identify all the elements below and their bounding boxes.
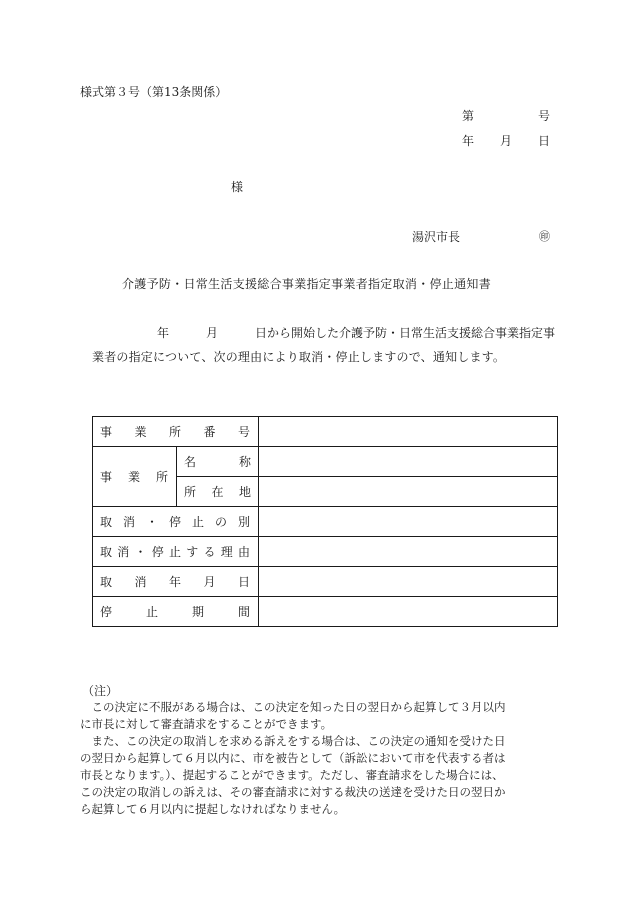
note-line: の翌日から起算して６月以内に、市を被告として（訴訟において市を代表する者は <box>80 751 506 765</box>
body-date-year: 年 <box>157 326 170 340</box>
body-line-1 <box>157 325 555 341</box>
row-label-office-address: 所 在 地 <box>177 477 259 507</box>
notes-heading: （注） <box>82 684 119 698</box>
table-row <box>93 537 558 567</box>
table-row <box>93 597 558 627</box>
row-label-reason: 取 消 ・ 停 止 す る 理 由 <box>93 537 259 567</box>
row-label-suspension-period: 停 止 期 間 <box>93 597 259 627</box>
seal-mark: ㊞ <box>539 230 550 243</box>
addressee-honorific: 様 <box>231 180 244 194</box>
note-line: ら起算して６月以内に提起しなければなりません。 <box>80 802 346 816</box>
office-name-value[interactable] <box>259 447 558 477</box>
issue-date-year: 年 <box>462 134 475 148</box>
row-label-office: 事 業 所 <box>93 447 177 507</box>
document-title: 介護予防・日常生活支援総合事業指定事業者指定取消・停止通知書 <box>122 277 492 291</box>
issuer-line <box>412 229 550 245</box>
issue-number-suffix: 号 <box>537 109 550 123</box>
issue-number-prefix: 第 <box>462 109 475 123</box>
form-number: 様式第３号（第13条関係） <box>80 85 228 99</box>
cancel-or-suspend-value[interactable] <box>259 507 558 537</box>
note-line: に市長に対して審査請求をすることができます。 <box>80 717 333 731</box>
reason-value[interactable] <box>259 537 558 567</box>
note-line: この決定に不服がある場合は、この決定を知った日の翌日から起算して３月以内 <box>80 700 506 714</box>
table-row <box>93 417 558 447</box>
note-line: この決定の取消しの訴えは、その審査請求に対する裁決の送達を受けた日の翌日か <box>80 785 506 799</box>
issue-number-line <box>462 108 550 124</box>
cancel-date-value[interactable] <box>259 567 558 597</box>
row-label-cancel-or-suspend: 取 消 ・ 停 止 の 別 <box>93 507 259 537</box>
table-row <box>93 507 558 537</box>
body-line-1-rest: 日から開始した介護予防・日常生活支援総合事業指定事 <box>255 326 556 340</box>
issue-date-line <box>462 133 550 149</box>
row-label-office-name: 名 称 <box>177 447 259 477</box>
body-line-2: 業者の指定について、次の理由により取消・停止しますので、通知します。 <box>92 350 506 364</box>
office-number-value[interactable] <box>259 417 558 447</box>
row-label-cancel-date: 取 消 年 月 日 <box>93 567 259 597</box>
issue-date-month: 月 <box>499 134 512 148</box>
issuer-name: 湯沢市長 <box>412 230 461 244</box>
issue-date-day: 日 <box>537 134 550 148</box>
office-address-value[interactable] <box>259 477 558 507</box>
suspension-period-value[interactable] <box>259 597 558 627</box>
notice-table <box>92 416 558 627</box>
body-date-month: 月 <box>206 326 219 340</box>
table-row <box>93 567 558 597</box>
table-row <box>93 447 558 477</box>
note-line: 市長となります。）、提起することができます。ただし、審査請求をした場合には、 <box>80 768 504 782</box>
note-line: また、この決定の取消しを求める訴えをする場合は、この決定の通知を受けた日 <box>80 734 506 748</box>
row-label-office-number: 事 業 所 番 号 <box>93 417 259 447</box>
